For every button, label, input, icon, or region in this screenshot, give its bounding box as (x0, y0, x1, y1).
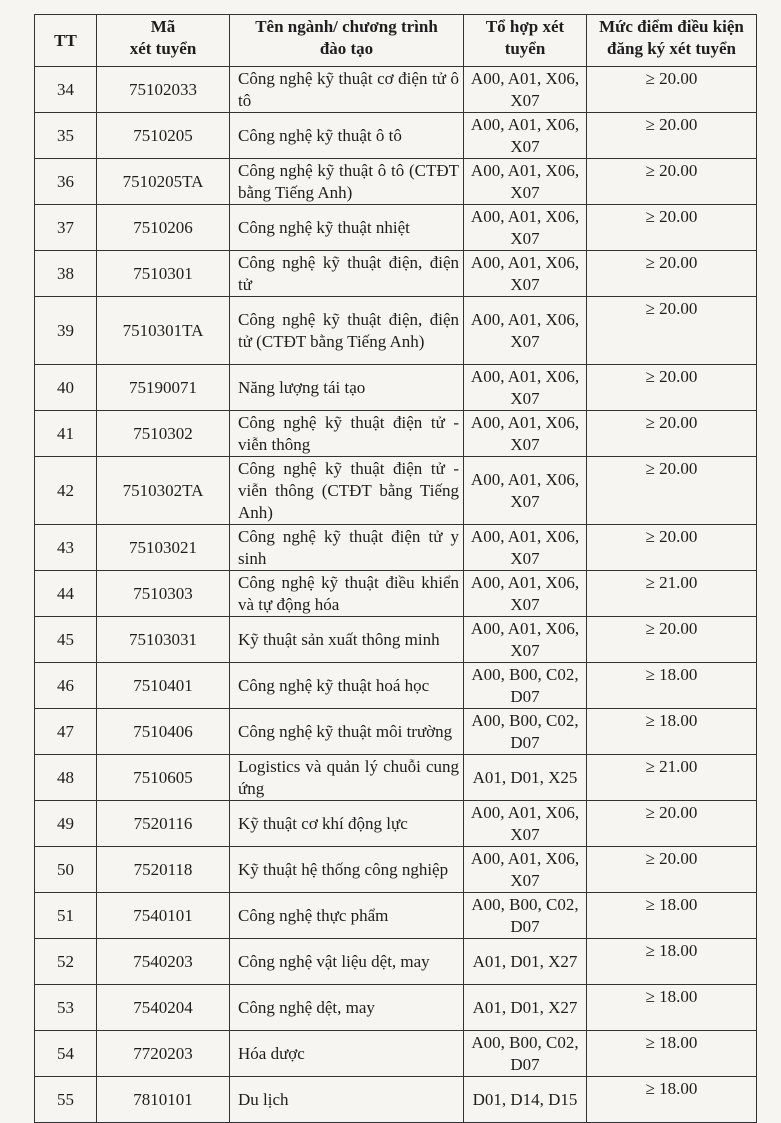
program-name: Kỹ thuật hệ thống công nghiệp (230, 847, 464, 893)
table-row (35, 159, 757, 205)
program-code: 7520116 (97, 801, 230, 847)
program-name: Công nghệ kỹ thuật ô tô (230, 113, 464, 159)
program-name: Công nghệ kỹ thuật điện, điện tử (230, 251, 464, 297)
row-number: 52 (35, 939, 97, 985)
program-code: 75102033 (97, 67, 230, 113)
row-number: 46 (35, 663, 97, 709)
row-number: 50 (35, 847, 97, 893)
row-number: 48 (35, 755, 97, 801)
row-number: 47 (35, 709, 97, 755)
program-code: 7540204 (97, 985, 230, 1031)
row-number: 43 (35, 525, 97, 571)
table-row (35, 525, 757, 571)
row-number: 38 (35, 251, 97, 297)
program-code: 7510303 (97, 571, 230, 617)
table-row (35, 939, 757, 985)
minimum-score: ≥ 18.00 (587, 1031, 757, 1077)
program-name: Công nghệ vật liệu dệt, may (230, 939, 464, 985)
program-name: Kỹ thuật sản xuất thông minh (230, 617, 464, 663)
row-number: 35 (35, 113, 97, 159)
row-number: 53 (35, 985, 97, 1031)
table-row (35, 801, 757, 847)
program-name: Du lịch (230, 1077, 464, 1123)
program-code: 7510401 (97, 663, 230, 709)
minimum-score: ≥ 18.00 (587, 663, 757, 709)
table-row (35, 571, 757, 617)
header-score (587, 15, 757, 67)
table-row (35, 709, 757, 755)
program-name: Công nghệ kỹ thuật môi trường (230, 709, 464, 755)
subject-combination: A00, A01, X06, X07 (464, 251, 587, 297)
subject-combination: A00, A01, X06, X07 (464, 205, 587, 251)
minimum-score: ≥ 20.00 (587, 365, 757, 411)
minimum-score: ≥ 20.00 (587, 617, 757, 663)
subject-combination: A00, A01, X06, X07 (464, 571, 587, 617)
table-row (35, 113, 757, 159)
program-name: Công nghệ kỹ thuật điều khiển và tự động hóa (230, 571, 464, 617)
subject-combination: A00, A01, X06, X07 (464, 847, 587, 893)
program-code: 7510302TA (97, 457, 230, 525)
minimum-score: ≥ 18.00 (587, 709, 757, 755)
table-row (35, 893, 757, 939)
header-combo-line1: Tổ hợp xét (485, 17, 565, 36)
minimum-score: ≥ 20.00 (587, 205, 757, 251)
program-code: 7540203 (97, 939, 230, 985)
row-number: 55 (35, 1077, 97, 1123)
program-code: 7540101 (97, 893, 230, 939)
subject-combination: A00, A01, X06, X07 (464, 67, 587, 113)
table-row (35, 457, 757, 525)
row-number: 39 (35, 297, 97, 365)
program-code: 7510206 (97, 205, 230, 251)
subject-combination: A00, B00, C02, D07 (464, 1031, 587, 1077)
minimum-score: ≥ 18.00 (587, 939, 757, 985)
table-header-row (35, 15, 757, 67)
program-name: Năng lượng tái tạo (230, 365, 464, 411)
header-code-line2: xét tuyển (129, 39, 197, 58)
table-row (35, 847, 757, 893)
row-number: 42 (35, 457, 97, 525)
row-number: 49 (35, 801, 97, 847)
row-number: 40 (35, 365, 97, 411)
program-name: Công nghệ kỹ thuật ô tô (CTĐT bằng Tiếng Anh) (230, 159, 464, 205)
subject-combination: A00, A01, X06, X07 (464, 617, 587, 663)
minimum-score: ≥ 18.00 (587, 985, 757, 1031)
table-row (35, 297, 757, 365)
program-name: Công nghệ kỹ thuật điện tử - viễn thông (CTĐT bằng Tiếng Anh) (230, 457, 464, 525)
program-code: 75103031 (97, 617, 230, 663)
program-code: 7510302 (97, 411, 230, 457)
program-name: Công nghệ kỹ thuật điện, điện tử (CTĐT bằng Tiếng Anh) (230, 297, 464, 365)
program-code: 75190071 (97, 365, 230, 411)
subject-combination: A01, D01, X25 (464, 755, 587, 801)
minimum-score: ≥ 21.00 (587, 755, 757, 801)
program-code: 7810101 (97, 1077, 230, 1123)
program-name: Kỹ thuật cơ khí động lực (230, 801, 464, 847)
program-code: 7510301 (97, 251, 230, 297)
minimum-score: ≥ 20.00 (587, 525, 757, 571)
program-name: Công nghệ kỹ thuật nhiệt (230, 205, 464, 251)
table-row (35, 67, 757, 113)
subject-combination: A00, A01, X06, X07 (464, 159, 587, 205)
table-body (35, 67, 757, 1123)
program-code: 7510205 (97, 113, 230, 159)
table-row (35, 1031, 757, 1077)
subject-combination: A01, D01, X27 (464, 939, 587, 985)
header-name (230, 15, 464, 67)
header-score-line1: Mức điểm điều kiện (599, 17, 744, 36)
table-row (35, 365, 757, 411)
minimum-score: ≥ 20.00 (587, 113, 757, 159)
row-number: 51 (35, 893, 97, 939)
header-combo (464, 15, 587, 67)
minimum-score: ≥ 20.00 (587, 457, 757, 525)
header-name-line2: đào tạo (319, 39, 374, 58)
minimum-score: ≥ 20.00 (587, 251, 757, 297)
header-score-line2: đăng ký xét tuyển (607, 39, 736, 58)
minimum-score: ≥ 18.00 (587, 893, 757, 939)
subject-combination: A00, A01, X06, X07 (464, 457, 587, 525)
header-tt: TT (35, 15, 97, 67)
minimum-score: ≥ 18.00 (587, 1077, 757, 1123)
subject-combination: A00, A01, X06, X07 (464, 113, 587, 159)
table-row (35, 617, 757, 663)
program-name: Công nghệ kỹ thuật điện tử - viễn thông (230, 411, 464, 457)
program-code: 75103021 (97, 525, 230, 571)
header-name-line1: Tên ngành/ chương trình (255, 17, 438, 36)
table-row (35, 755, 757, 801)
subject-combination: A00, B00, C02, D07 (464, 709, 587, 755)
table-row (35, 251, 757, 297)
minimum-score: ≥ 20.00 (587, 411, 757, 457)
program-code: 7510205TA (97, 159, 230, 205)
minimum-score: ≥ 20.00 (587, 67, 757, 113)
table-row (35, 985, 757, 1031)
subject-combination: A00, A01, X06, X07 (464, 801, 587, 847)
program-name: Công nghệ kỹ thuật cơ điện tử ô tô (230, 67, 464, 113)
table-row (35, 205, 757, 251)
header-code-line1: Mã (150, 17, 176, 36)
header-combo-line2: tuyển (504, 39, 546, 58)
program-name: Logistics và quản lý chuỗi cung ứng (230, 755, 464, 801)
admission-score-table (34, 14, 757, 1123)
minimum-score: ≥ 20.00 (587, 297, 757, 365)
program-code: 7720203 (97, 1031, 230, 1077)
row-number: 34 (35, 67, 97, 113)
table-row (35, 411, 757, 457)
program-code: 7510301TA (97, 297, 230, 365)
row-number: 36 (35, 159, 97, 205)
minimum-score: ≥ 21.00 (587, 571, 757, 617)
row-number: 37 (35, 205, 97, 251)
table-row (35, 1077, 757, 1123)
program-code: 7510605 (97, 755, 230, 801)
subject-combination: A00, B00, C02, D07 (464, 893, 587, 939)
program-name: Hóa dược (230, 1031, 464, 1077)
program-code: 7520118 (97, 847, 230, 893)
row-number: 54 (35, 1031, 97, 1077)
minimum-score: ≥ 20.00 (587, 847, 757, 893)
subject-combination: D01, D14, D15 (464, 1077, 587, 1123)
minimum-score: ≥ 20.00 (587, 801, 757, 847)
program-name: Công nghệ kỹ thuật điện tử y sinh (230, 525, 464, 571)
subject-combination: A00, A01, X06, X07 (464, 297, 587, 365)
header-code (97, 15, 230, 67)
program-name: Công nghệ thực phẩm (230, 893, 464, 939)
subject-combination: A00, A01, X06, X07 (464, 411, 587, 457)
table-row (35, 663, 757, 709)
row-number: 45 (35, 617, 97, 663)
row-number: 41 (35, 411, 97, 457)
subject-combination: A00, A01, X06, X07 (464, 525, 587, 571)
program-name: Công nghệ kỹ thuật hoá học (230, 663, 464, 709)
subject-combination: A00, B00, C02, D07 (464, 663, 587, 709)
row-number: 44 (35, 571, 97, 617)
minimum-score: ≥ 20.00 (587, 159, 757, 205)
subject-combination: A00, A01, X06, X07 (464, 365, 587, 411)
subject-combination: A01, D01, X27 (464, 985, 587, 1031)
program-code: 7510406 (97, 709, 230, 755)
program-name: Công nghệ dệt, may (230, 985, 464, 1031)
